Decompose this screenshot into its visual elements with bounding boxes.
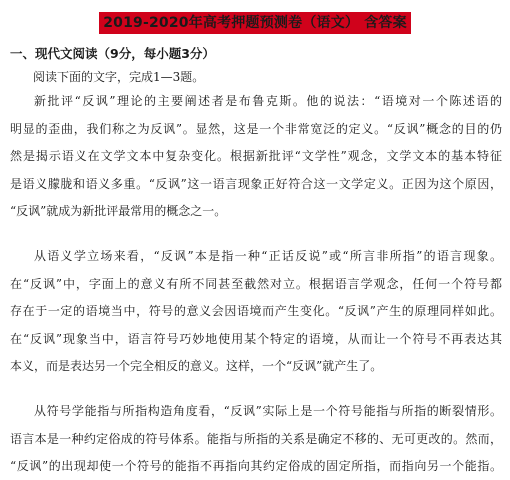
paragraph-line: 在“反讽”中，字面上的意义有所不同甚至截然对立。根据语言学观念，任何一个符号都: [10, 276, 502, 291]
paragraph-line: 存在于一定的语境当中，符号的意义会因语境而产生变化。“反讽”产生的原理同样如此。: [10, 304, 502, 318]
paragraph-line: 语言本是一种约定俗成的符号体系。能指与所指的关系是确定不移的、无可更改的。然而，: [10, 431, 502, 446]
title-container: [0, 12, 510, 34]
section-heading: 一、现代文阅读（9分，每小题3分）: [10, 46, 215, 61]
document-title: 2019-2020年高考押题预测卷（语文） 含答案: [99, 12, 411, 34]
paragraph-line: “反讽”就成为新批评最常用的概念之一。: [10, 204, 227, 218]
paragraph-2: [10, 243, 502, 381]
reading-instruction: 阅读下面的文字，完成1—3题。: [33, 70, 205, 84]
paragraph-line: 是语义朦胧和语义多重。“反讽”这一语言现象正好符合这一文学定义。正因为这个原因，: [10, 176, 502, 191]
paragraph-3: [10, 398, 502, 480]
paragraph-line: 在“反讽”现象当中，语言符号巧妙地使用某个特定的语境，从而让一个符号不再表达其: [10, 331, 502, 346]
paragraph-line: 从语义学立场来看，“反讽”本是指一种“正话反说”或“所言非所指”的语言现象。: [34, 249, 502, 263]
paragraph-1: [10, 88, 502, 226]
paragraph-line: 新批评“反讽”理论的主要阐述者是布鲁克斯。他的说法：“语境对一个陈述语的: [34, 94, 502, 108]
paragraph-line: 本义，而是表达另一个完全相反的意义。这样，一个“反讽”就产生了。: [10, 359, 383, 373]
paragraph-line: “反讽”的出现却使一个符号的能指不再指向其约定俗成的固定所指，而指向另一个能指。: [10, 459, 502, 473]
paragraph-line: 然是揭示语义在文学文本中复杂变化。根据新批评“文学性”观念，文学文本的基本特征: [10, 149, 502, 163]
paragraph-line: 从符号学能指与所指构造角度看，“反讽”实际上是一个符号能指与所指的断裂情形。: [34, 404, 502, 418]
paragraph-line: 明显的歪曲，我们称之为反讽”。显然，这是一个非常宽泛的定义。“反讽”概念的目的仍: [10, 121, 502, 136]
